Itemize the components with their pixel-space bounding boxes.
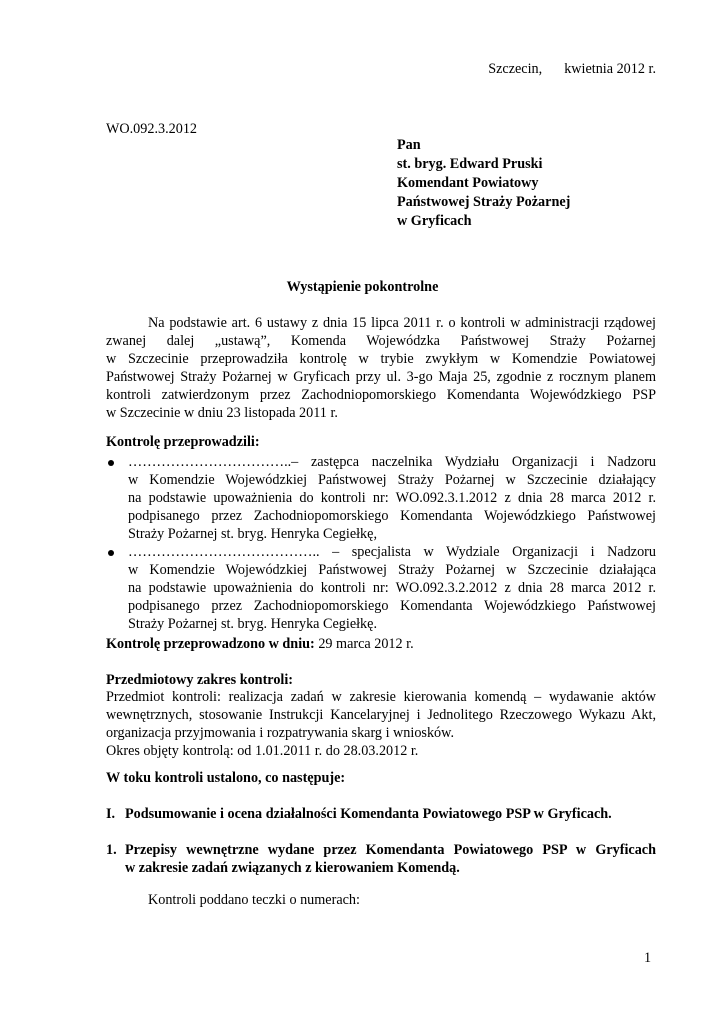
intro-line: kontroli zatwierdzonym przez Zachodniopomorskiego Komendanta Wojewódzkiego PSP (106, 387, 656, 403)
inspector-line: na podstawie upoważnienia do kontroli nr: WO.092.3.2.2012 z dnia 28 marca 2012 r. (128, 580, 656, 596)
control-date (106, 636, 414, 653)
bullet-icon (108, 460, 114, 466)
inspector-line: w Komendzie Wojewódzkiej Państwowej Straży Pożarnej w Szczecinie działający (128, 472, 656, 488)
recipient-line: Komendant Powiatowy (397, 175, 539, 191)
intro-line: Państwowej Straży Pożarnej w Gryficach przy ul. 3-go Maja 25, zgodnie z rocznym planem (106, 369, 656, 385)
section-heading (106, 806, 656, 823)
inspector-line: ……………………………..– zastępca naczelnika Wydziału Organizacji i Nadzoru (128, 454, 656, 470)
closing-line: Kontroli poddano teczki o numerach: (148, 892, 360, 908)
intro-line: Na podstawie art. 6 ustawy z dnia 15 lipca 2011 r. o kontroli w administracji rządowej (148, 315, 656, 331)
inspector-line: Straży Pożarnej st. bryg. Henryka Cegiełkę. (128, 616, 377, 632)
inspector-item (106, 544, 656, 634)
control-date-label: Kontrolę przeprowadzono w dniu: (106, 636, 315, 652)
bullet-icon (108, 550, 114, 556)
scope-paragraph (106, 689, 656, 761)
recipient-line: w Gryficach (397, 213, 472, 229)
subsection-line: w zakresie zadań związanych z kierowaniem Komendą. (125, 860, 460, 876)
scope-line: organizacja przyjmowania i rozpatrywania skarg i wniosków. (106, 725, 455, 741)
inspector-line: w Komendzie Wojewódzkiej Państwowej Straży Pożarnej w Szczecinie działająca (128, 562, 656, 578)
document-title: Wystąpienie pokontrolne (286, 279, 439, 295)
date: kwietnia 2012 r. (564, 61, 656, 77)
inspector-line: na podstawie upoważnienia do kontroli nr: WO.092.3.1.2012 z dnia 28 marca 2012 r. (128, 490, 656, 506)
reference-number: WO.092.3.2012 (106, 121, 198, 137)
recipient-line: Państwowej Straży Pożarnej (397, 194, 571, 210)
page-number: 1 (644, 950, 652, 966)
inspector-line: Straży Pożarnej st. bryg. Henryka Cegiełkę, (128, 526, 377, 542)
inspectors-heading: Kontrolę przeprowadzili: (106, 434, 260, 450)
scope-line: Przedmiot kontroli: realizacja zadań w zakresie kierowania komendą – wydawanie aktów (106, 689, 656, 705)
place: Szczecin, (488, 61, 543, 77)
scope-line: wewnętrznych, stosowanie Instrukcji Kancelaryjnej i Jednolitego Rzeczowego Wykazu Akt, (106, 707, 656, 723)
inspector-line: podpisanego przez Zachodniopomorskiego Komendanta Wojewódzkiego Państwowej (128, 508, 656, 524)
subsection-number: 1. (106, 842, 117, 858)
inspectors-list (106, 454, 656, 634)
recipient-line: Pan (397, 137, 421, 153)
subsection-heading (106, 842, 656, 878)
scope-heading: Przedmiotowy zakres kontroli: (106, 672, 294, 688)
subsection-line: Przepisy wewnętrzne wydane przez Komendanta Powiatowego PSP w Gryficach (125, 842, 656, 858)
control-date-value: 29 marca 2012 r. (318, 636, 414, 652)
intro-paragraph (106, 315, 656, 423)
inspector-line: ………………………………….. – specjalista w Wydziale Organizacji i Nadzoru (128, 544, 656, 560)
intro-line: zwanej dalej „ustawą”, Komenda Wojewódzka Państwowej Straży Pożarnej (106, 333, 656, 349)
section-number: I. (106, 806, 116, 822)
place-date (0, 61, 656, 78)
scope-line: Okres objęty kontrolą: od 1.01.2011 r. do 28.03.2012 r. (106, 743, 419, 759)
inspector-line: podpisanego przez Zachodniopomorskiego Komendanta Wojewódzkiego Państwowej (128, 598, 656, 614)
recipient-line: st. bryg. Edward Pruski (397, 156, 543, 172)
section-title: Podsumowanie i ocena działalności Komendanta Powiatowego PSP w Gryficach. (125, 806, 612, 822)
intro-line: w Szczecinie przeprowadziła kontrolę w trybie zwykłym w Komendzie Powiatowej (106, 351, 656, 367)
intro-line: w Szczecinie w dniu 23 listopada 2011 r. (106, 405, 338, 421)
inspector-item (106, 454, 656, 544)
recipient-block (397, 137, 570, 232)
findings-heading: W toku kontroli ustalono, co następuje: (106, 770, 346, 786)
